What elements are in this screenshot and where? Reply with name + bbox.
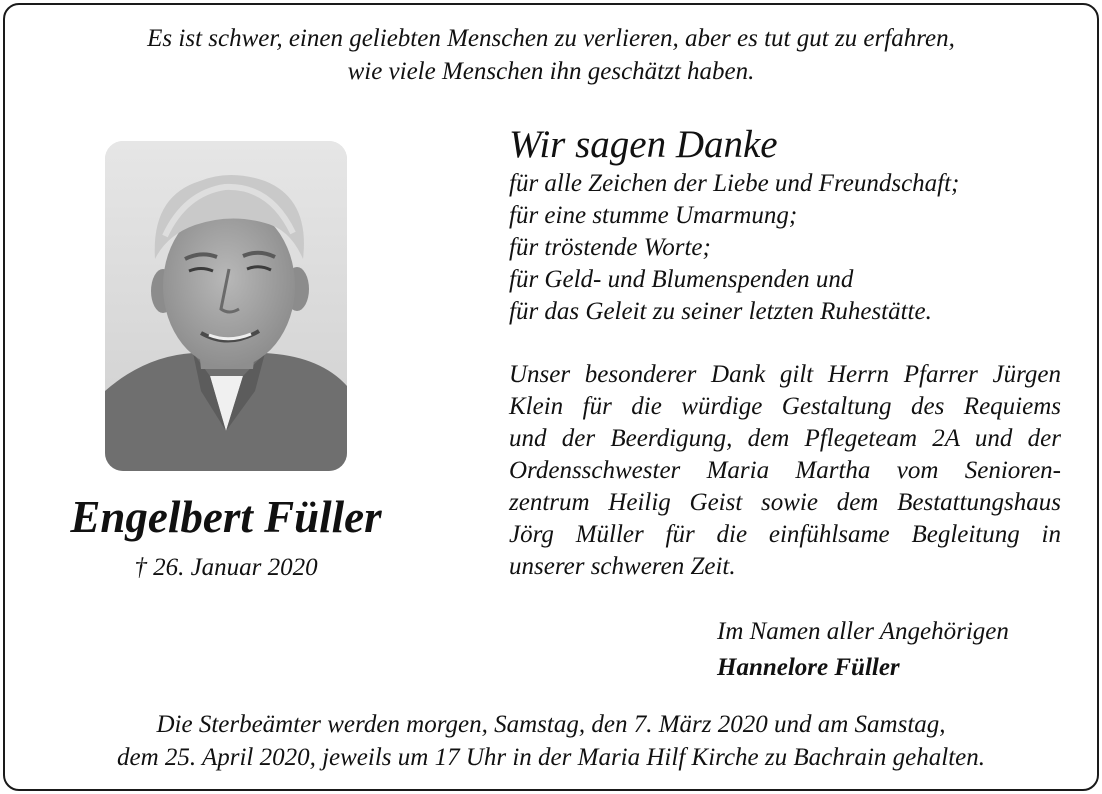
special-thanks-line: Jörg Müller für die einfühlsame Begleitung in	[509, 521, 1061, 548]
death-date: † 26. Januar 2020	[134, 554, 318, 581]
thanks-line: für tröstende Worte;	[509, 234, 711, 261]
motto-quote	[0, 22, 1102, 88]
signer-name: Hannelore Füller	[717, 654, 900, 681]
thanks-heading: Wir sagen Danke	[509, 123, 778, 166]
special-thanks-paragraph	[509, 359, 1061, 583]
thanks-line: für das Geleit zu seiner letzten Ruhestätte.	[509, 298, 932, 325]
special-thanks-line: Ordensschwester Maria Martha vom Senioren-	[509, 457, 1061, 484]
special-thanks-line: unserer schweren Zeit.	[509, 553, 736, 580]
special-thanks-line: zentrum Heilig Geist sowie dem Bestattungshaus	[509, 489, 1061, 516]
service-line: dem 25. April 2020, jeweils um 17 Uhr in der Maria Hilf Kirche zu Bachrain gehalten.	[117, 744, 985, 771]
signoff-text: Im Namen aller Angehörigen	[717, 618, 1009, 645]
special-thanks-line: Klein für die würdige Gestaltung des Requiems	[509, 393, 1061, 420]
thanks-list	[509, 168, 959, 328]
motto-line: Es ist schwer, einen geliebten Menschen zu verlieren, aber es tut gut zu erfahren,	[147, 25, 955, 52]
special-thanks-line: Unser besonderer Dank gilt Herrn Pfarrer Jürgen	[509, 361, 1061, 388]
deceased-name: Engelbert Füller	[70, 492, 382, 542]
service-announcement	[0, 708, 1102, 774]
thanks-line: für alle Zeichen der Liebe und Freundschaft;	[509, 170, 960, 197]
thanks-line: für eine stumme Umarmung;	[509, 202, 798, 229]
service-line: Die Sterbeämter werden morgen, Samstag, den 7. März 2020 und am Samstag,	[156, 711, 946, 738]
motto-line: wie viele Menschen ihn geschätzt haben.	[347, 58, 755, 85]
thanks-line: für Geld- und Blumenspenden und	[509, 266, 854, 293]
portrait-photo	[105, 141, 347, 471]
special-thanks-line: und der Beerdigung, dem Pflegeteam 2A und der	[509, 425, 1061, 452]
